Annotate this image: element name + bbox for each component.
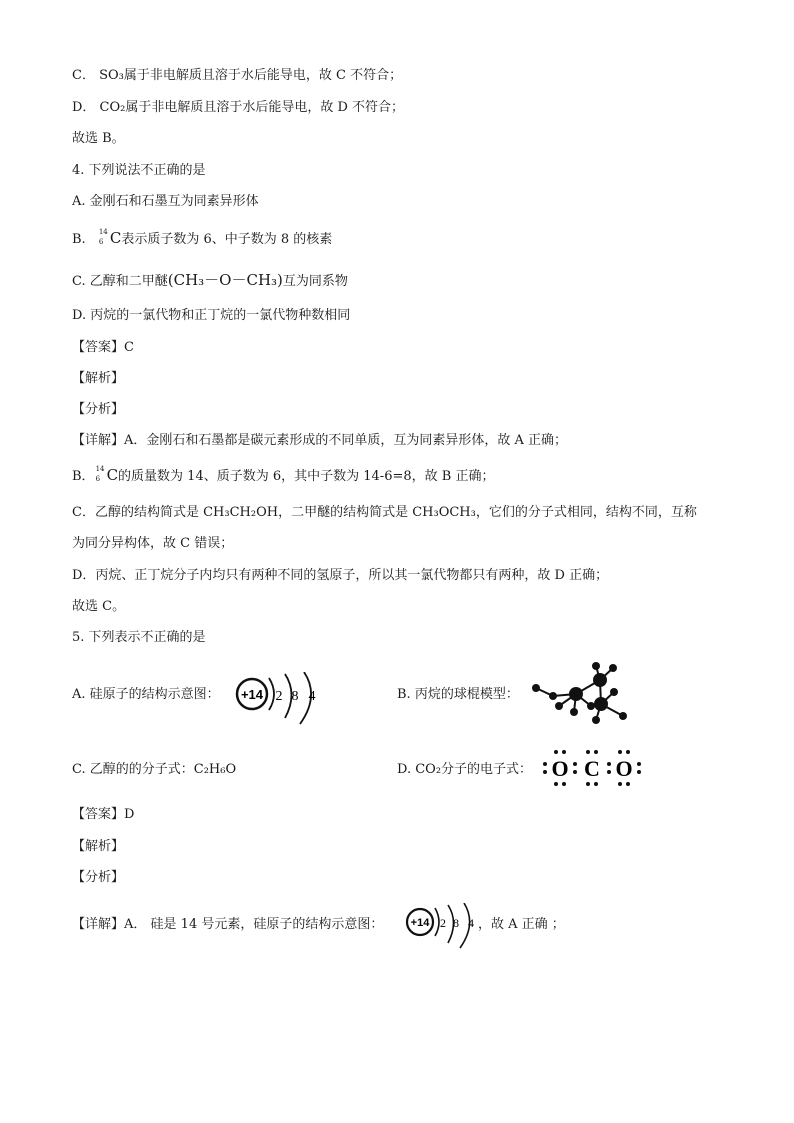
q4-option-c-prefix: C. 乙醇和二甲醚 [72,274,168,289]
nucleus-label: +14 [240,687,264,702]
q5-option-b: B. 丙烷的球棍模型： [397,687,519,702]
option-d-line: D． CO₂属于非电解质且溶于水后能导电，故 D 不符合； [72,100,405,115]
option-c-line: C． SO₃属于非电解质且溶于水后能导电，故 C 不符合； [72,68,403,83]
shell-electrons-1: 2 [275,689,283,704]
q5-fenxi: 【分析】 [72,870,125,885]
q4-option-b [72,229,332,249]
isotope-mass: 14 [98,228,108,236]
carbon-14-isotope-detail [95,466,107,484]
co2-lewis-structure [538,748,646,788]
q4-option-c [72,271,348,291]
shell-electrons-2: 8 [453,916,459,930]
silicon-atom-diagram [232,672,322,726]
q5-detail-a-end: ，故 A 正确 ； [478,917,565,932]
isotope-number: 6 [98,238,104,246]
q4-detail-d: D．丙烷、正丁烷分子内均只有两种不同的氢原子，所以其一氯代物都只有两种，故 D 正确； [72,568,609,583]
q4-fenxi: 【分析】 [72,402,125,417]
detail-a-text: A． 硅是 14 号元素，硅原子的结构示意图： [124,917,384,932]
shell-arc-1 [269,678,274,710]
q5-option-c [72,761,236,779]
shell-electrons-1: 2 [440,916,446,930]
q4-option-a: A. 金刚石和石墨互为同素异形体 [72,194,259,209]
q4-detail-c2: 为同分异构体，故 C 错误； [72,536,234,551]
q5-option-a: A. 硅原子的结构示意图： [72,687,220,702]
nucleus-label-small: +14 [410,917,430,929]
answer-value: D [124,807,135,822]
detail-tag: 【详解】 [72,433,125,448]
lewis-atom-o1: O [551,756,569,781]
detail-a-text: A．金刚石和石墨都是碳元素形成的不同单质，互为同素异形体，故 A 正确； [124,433,568,448]
q4-option-c-suffix: 互为同系物 [282,274,348,289]
q5-analysis: 【解析】 [72,839,125,854]
q4-stem: 4. 下列说法不正确的是 [72,163,206,178]
detail-b-prefix: B． [72,469,95,484]
isotope-symbol: C [109,229,122,247]
q4-analysis: 【解析】 [72,371,125,386]
q4-detail-b [72,466,494,486]
q4-choose: 故选 C。 [72,599,126,614]
q4-detail-a [72,432,567,450]
dimethyl-ether-formula: (CH₃－O－CH₃) [167,271,283,289]
detail-tag: 【详解】 [72,917,125,932]
q4-option-d: D. 丙烷的一氯代物和正丁烷的一氯代物种数相同 [72,308,351,323]
isotope-mass: 14 [95,465,105,473]
q4-answer [72,339,134,357]
q5-stem: 5. 下列表示不正确的是 [72,630,206,645]
shell-electrons-3: 4 [468,916,474,930]
carbon-14-isotope [98,229,110,247]
lewis-atom-c: C [584,756,600,781]
isotope-symbol: C [106,466,119,484]
answer-tag: 【答案】 [72,340,125,355]
q4-detail-c1: C．乙醇的结构简式是 CH₃CH₂OH，二甲醚的结构简式是 CH₃OCH₃，它们的分子式相同，结构不同，互称 [72,505,697,520]
isotope-number: 6 [95,475,101,483]
answer-value: C [124,340,134,355]
ethanol-formula: C₂H₆O [193,762,237,777]
lewis-atom-o2: O [615,756,633,781]
q5-option-c-prefix: C. 乙醇的的分子式： [72,762,194,777]
silicon-atom-diagram-small [403,903,479,949]
answer-tag: 【答案】 [72,807,125,822]
detail-b-text: 的质量数为 14、质子数为 6，其中子数为 14-6=8，故 B 正确； [118,469,495,484]
q5-detail-a [72,916,383,934]
q4-option-b-prefix: B. [72,232,86,247]
shell-electrons-3: 4 [308,689,316,704]
q5-option-d: D. CO₂分子的电子式： [397,762,533,777]
q5-answer [72,806,134,824]
q4-option-b-text: 表示质子数为 6、中子数为 8 的核素 [121,232,333,247]
choose-b-line: 故选 B。 [72,131,125,146]
shell-electrons-2: 8 [291,689,299,704]
propane-ball-stick-model [528,660,628,724]
